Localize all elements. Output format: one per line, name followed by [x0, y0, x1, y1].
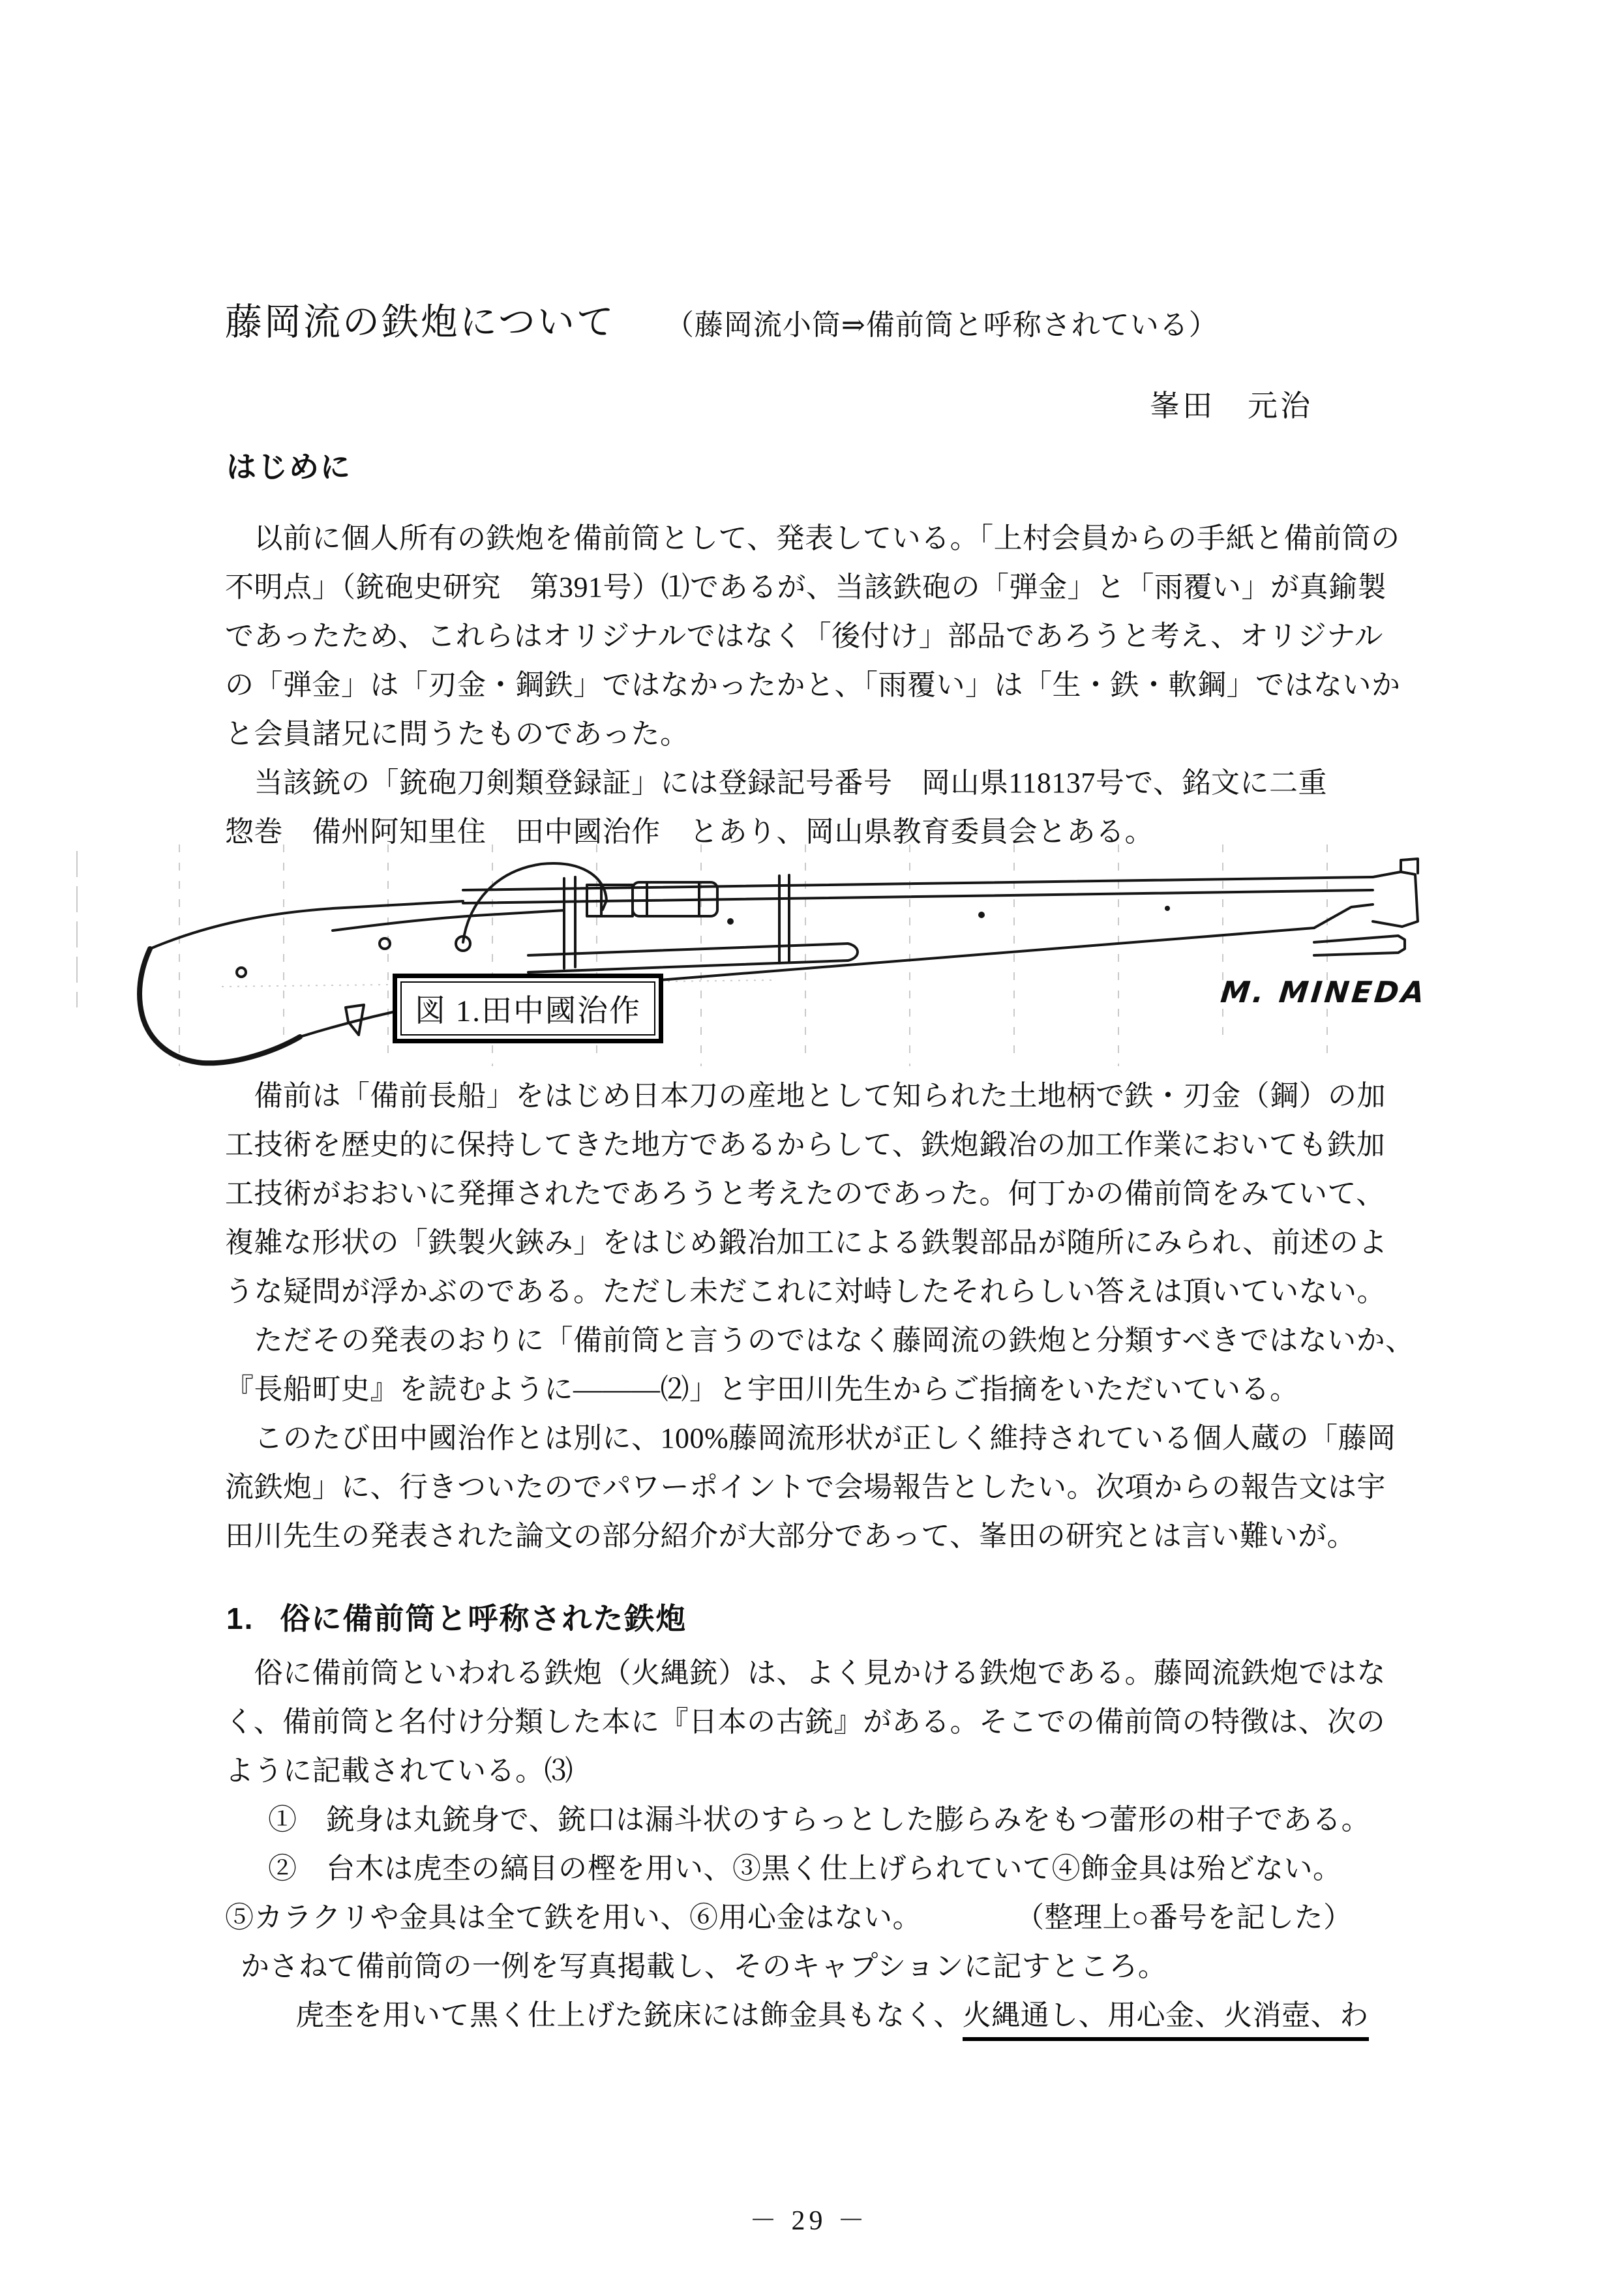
- paragraph-line: と会員諸兄に問うたものであった。: [225, 718, 689, 750]
- paragraph-line: 当該銃の「銃砲刀剣類登録証」には登録記号番号 岡山県118137号で、銘文に二重: [225, 767, 1327, 799]
- gun-figure: [72, 844, 1435, 1074]
- page-number: － 29 －: [749, 2206, 869, 2236]
- paragraph-line: く、備前筒と名付け分類した本に『日本の古銃』がある。そこでの備前筒の特徴は、次の: [225, 1706, 1386, 1738]
- list-item-1: ① 銃身は丸銃身で、銃口は漏斗状のすらっとした膨らみをもつ蕾形の柑子である。: [268, 1804, 1371, 1836]
- page-title: 藤岡流の鉄炮について: [225, 302, 616, 343]
- list-item-3-text: ⑤カラクリや金具は全て鉄を用い、⑥用心金はない。: [225, 1901, 921, 1933]
- paragraph-line: 俗に備前筒といわれる鉄炮（火縄銃）は、よく見かける鉄炮である。藤岡流鉄炮ではな: [225, 1657, 1386, 1689]
- paragraph-line: 複雑な形状の「鉄製火鋏み」をはじめ鍛冶加工による鉄製部品が随所にみられ、前述のよ: [225, 1227, 1388, 1259]
- caption-lead-line: かさねて備前筒の一例を写真掲載し、そのキャプションに記すところ。: [241, 1950, 1167, 1982]
- gun-outline: [140, 859, 1418, 1063]
- title-row: [225, 292, 1399, 346]
- section1-paragraph: [225, 1648, 1399, 1795]
- paragraph-1: [225, 514, 1399, 758]
- list-note: （整理上○番号を記した）: [1030, 1901, 1353, 1933]
- paragraph-3: [225, 1071, 1399, 1316]
- quote-underlined-text: 火縄通し、用心金、火消壺、わ: [963, 1999, 1369, 2041]
- paragraph-line: 惣巻 備州阿知里住 田中國治作 とあり、岡山県教育委員会とある。: [225, 816, 1154, 848]
- scan-grid-lines: [77, 844, 1327, 1066]
- list-item-3: [225, 1893, 1399, 1942]
- figure-signature: M. MINEDA: [1219, 975, 1429, 1009]
- page-title-note: （藤岡流小筒⇒備前筒と呼称されている）: [665, 309, 1218, 341]
- figure-caption-box: [393, 974, 663, 1043]
- paragraph-line: うな疑問が浮かぶのである。ただし未だこれに対峙したそれらしい答えは頂いていない。: [225, 1275, 1386, 1307]
- paragraph-line: 『長船町史』を読むように―――⑵」と宇田川先生からご指摘をいただいている。: [225, 1373, 1299, 1405]
- list-item-2: ② 台木は虎杢の縞目の樫を用い、③黒く仕上げられていて④飾金具は殆どない。: [268, 1853, 1342, 1885]
- paragraph-line: であったため、これらはオリジナルではなく「後付け」部品であろうと考え、オリジナル: [225, 620, 1384, 652]
- quote-line: [225, 1991, 1469, 2040]
- paragraph-line: 流鉄炮」に、行きついたのでパワーポイントで会場報告としたい。次項からの報告文は宇: [225, 1471, 1386, 1503]
- paragraph-4: [225, 1316, 1415, 1414]
- paragraph-line: の「弾金」は「刃金・鋼鉄」ではなかったかと、「雨覆い」は「生・鉄・軟鋼」ではないか: [225, 669, 1401, 701]
- paragraph-5: [225, 1414, 1399, 1560]
- paragraph-2: [225, 758, 1399, 856]
- paragraph-line: 不明点」（銃砲史研究 第391号）⑴であるが、当該鉄砲の「弾金」と「雨覆い」が真鍮製: [225, 571, 1386, 603]
- author-name: 峯田 元治: [1150, 389, 1313, 423]
- section1-title: 俗に備前筒と呼称された鉄炮: [280, 1602, 687, 1635]
- section1-number: 1.: [226, 1602, 254, 1635]
- paragraph-line: このたび田中國治作とは別に、100%藤岡流形状が正しく維持されている個人蔵の「藤岡: [225, 1422, 1396, 1454]
- paragraph-line: 以前に個人所有の鉄炮を備前筒として、発表している。「上村会員からの手紙と備前筒の: [225, 522, 1400, 554]
- paragraph-line: 田川先生の発表された論文の部分紹介が大部分であって、峯田の研究とは言い難いが。: [225, 1520, 1356, 1552]
- paragraph-line: 備前は「備前長船」をはじめ日本刀の産地として知られた土地柄で鉄・刃金（鋼）の加: [225, 1080, 1386, 1112]
- figure-caption: 図 1.田中國治作: [400, 981, 655, 1036]
- paragraph-line: ように記載されている。⑶: [225, 1755, 573, 1787]
- quote-text: 虎杢を用いて黒く仕上げた銃床には飾金具もなく、: [295, 1999, 963, 2031]
- paragraph-line: 工技術を歴史的に保持してきた地方であるからして、鉄炮鍛冶の加工作業においても鉄加: [225, 1129, 1386, 1161]
- intro-heading: はじめに: [226, 450, 352, 484]
- section1-heading: [226, 1595, 687, 1638]
- paragraph-line: ただその発表のおりに「備前筒と言うのではなく藤岡流の鉄炮と分類すべきではないか、: [225, 1324, 1415, 1356]
- paragraph-line: 工技術がおおいに発揮されたであろうと考えたのであった。何丁かの備前筒をみていて、: [225, 1178, 1385, 1210]
- matchlock-gun-drawing: [72, 844, 1435, 1074]
- author-row: [225, 382, 1392, 425]
